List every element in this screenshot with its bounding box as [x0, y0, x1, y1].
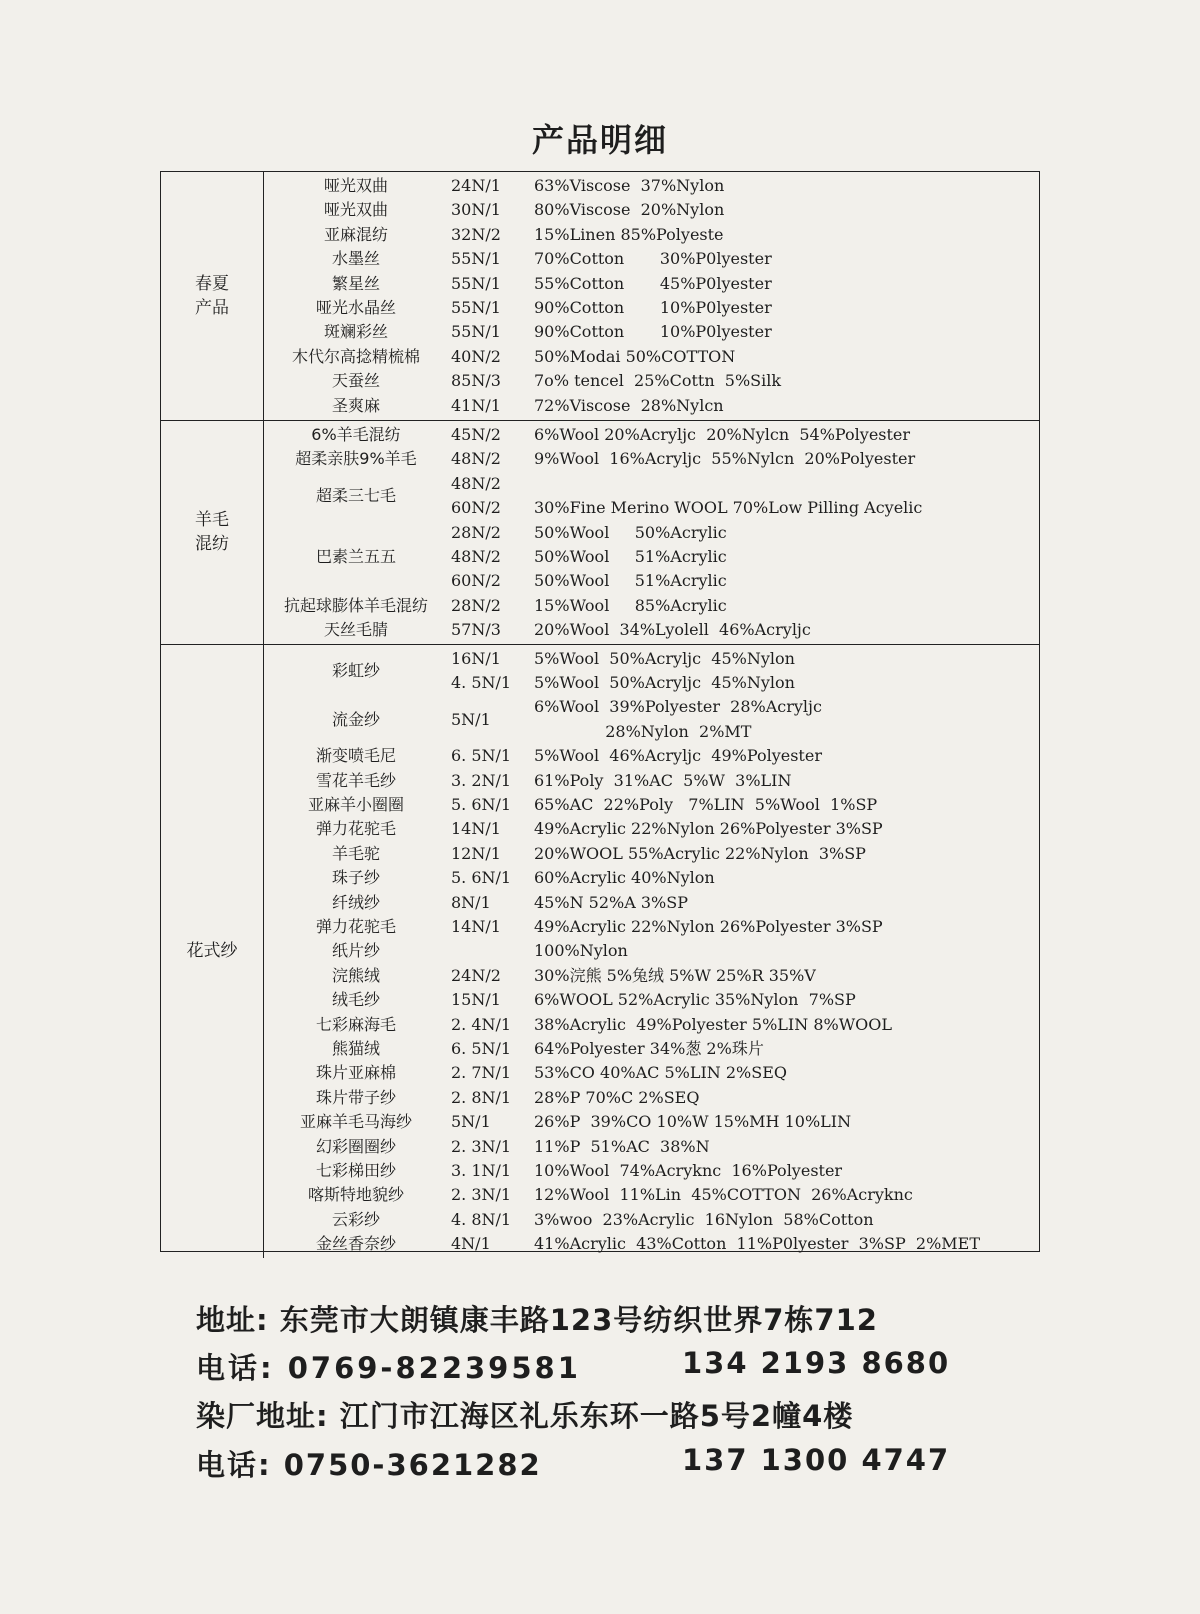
table-row	[264, 198, 1039, 222]
composition: 65%AC 22%Poly 7%LIN 5%Wool 1%SP	[534, 794, 878, 814]
yarn-count: 6. 5N/1	[451, 1038, 512, 1058]
table-row	[264, 939, 1039, 963]
yarn-count: 4. 5N/1	[451, 672, 512, 692]
category-label: 花式纱	[161, 645, 264, 1258]
yarn-count: 45N/2	[451, 425, 501, 444]
yarn-count: 2. 7N/1	[451, 1063, 512, 1083]
composition: 90%Cotton 10%P0lyester	[534, 298, 772, 317]
yarn-count: 55N/1	[451, 249, 501, 269]
address-value: 东莞市大朗镇康丰路123号纺织世界7栋712	[279, 1303, 878, 1337]
composition: 5%Wool 50%Acryljc 45%Nylon	[534, 672, 795, 692]
table-row	[264, 793, 1039, 817]
table-row	[264, 1061, 1039, 1085]
yarn-count: 8N/1	[451, 892, 491, 912]
table-row	[264, 1159, 1039, 1183]
yarn-count: 2. 8N/1	[451, 1087, 512, 1107]
factory-address: 江门市江海区礼乐东环一路5号2幢4楼	[339, 1399, 854, 1433]
merged-name-row	[264, 659, 1039, 683]
composition: 28%P 70%C 2%SEQ	[534, 1087, 700, 1107]
composition: 7o% tencel 25%Cottn 5%Silk	[534, 371, 782, 391]
yarn-count: 3. 2N/1	[451, 770, 512, 790]
table-row	[264, 594, 1039, 618]
table-row	[264, 247, 1039, 271]
table-row	[264, 345, 1039, 369]
product-name: 超柔三七毛	[315, 486, 396, 505]
composition: 6%Wool 20%Acryljc 20%Nylcn 54%Polyester	[534, 425, 911, 444]
product-name: 弹力花驼毛	[315, 916, 396, 936]
yarn-count: 48N/2	[451, 473, 501, 493]
yarn-count: 41N/1	[451, 395, 501, 415]
table-row	[264, 447, 1039, 471]
yarn-count: 2. 4N/1	[451, 1014, 512, 1034]
product-name: 幻彩圈圈纱	[315, 1136, 396, 1156]
mobile-2: 137 1300 4747	[682, 1443, 951, 1477]
product-name: 木代尔高捻精梳棉	[291, 346, 420, 366]
table-row	[264, 521, 1039, 545]
composition: 50%Wool 50%Acrylic	[534, 522, 727, 542]
product-name: 天蚕丝	[331, 371, 380, 391]
product-name: 珠片带子纱	[315, 1087, 396, 1107]
phone2-label: 电话:	[196, 1448, 272, 1482]
address-line	[196, 1298, 878, 1339]
yarn-count: 60N/2	[451, 498, 501, 518]
product-name: 渐变喷毛尼	[315, 746, 396, 766]
table-row	[264, 1135, 1039, 1159]
section-0	[161, 172, 1039, 420]
composition: 6%WOOL 52%Acrylic 35%Nylon 7%SP	[534, 990, 856, 1010]
address-label: 地址:	[196, 1303, 269, 1337]
yarn-count: 12N/1	[451, 843, 501, 863]
merged-name-row	[264, 484, 1039, 508]
composition: 26%P 39%CO 10%W 15%MH 10%LIN	[534, 1112, 852, 1132]
product-name: 巴素兰五五	[315, 547, 396, 566]
table-row	[264, 618, 1039, 642]
yarn-count: 15N/1	[451, 990, 501, 1010]
product-name: 七彩麻海毛	[315, 1014, 396, 1034]
table-row	[264, 1013, 1039, 1037]
composition: 45%N 52%A 3%SP	[534, 892, 688, 912]
composition: 30%Fine Merino WOOL 70%Low Pilling Acyelic	[534, 498, 923, 518]
composition: 55%Cotton 45%P0lyester	[534, 273, 772, 293]
composition: 20%Wool 34%Lyolell 46%Acryljc	[534, 620, 811, 640]
phone2-line	[196, 1443, 542, 1484]
yarn-count: 28N/2	[451, 595, 501, 615]
product-name: 彩虹纱	[331, 660, 380, 680]
composition: 53%CO 40%AC 5%LIN 2%SEQ	[534, 1063, 788, 1083]
category-label: 春夏 产品	[161, 172, 264, 420]
table-row	[264, 988, 1039, 1012]
composition: 50%Wool 51%Acrylic	[534, 547, 727, 566]
table-row	[264, 891, 1039, 915]
yarn-count: 24N/2	[451, 965, 501, 985]
composition: 63%Viscose 37%Nylon	[534, 176, 725, 195]
phone-label: 电话:	[196, 1351, 275, 1385]
composition: 5%Wool 50%Acryljc 45%Nylon	[534, 648, 795, 668]
table-row	[264, 1232, 1039, 1256]
product-name: 亚麻混纺	[323, 224, 388, 244]
composition: 50%Wool 51%Acrylic	[534, 571, 727, 591]
composition: 10%Wool 74%Acryknc 16%Polyester	[534, 1160, 843, 1180]
composition: 49%Acrylic 22%Nylon 26%Polyester 3%SP	[534, 916, 883, 936]
product-name: 超柔亲肤9%羊毛	[295, 449, 417, 469]
table-row	[264, 272, 1039, 296]
table-row	[264, 223, 1039, 247]
composition: 72%Viscose 28%Nylcn	[534, 395, 724, 415]
composition: 6%Wool 39%Polyester 28%Acryljc	[534, 697, 822, 717]
product-name: 浣熊绒	[331, 965, 380, 985]
yarn-count: 5. 6N/1	[451, 868, 512, 888]
composition: 11%P 51%AC 38%N	[534, 1136, 710, 1156]
yarn-count: 2. 3N/1	[451, 1136, 512, 1156]
product-name: 绒毛纱	[331, 990, 380, 1010]
yarn-count: 4. 8N/1	[451, 1209, 512, 1229]
table-row	[264, 369, 1039, 393]
product-name: 弹力花驼毛	[315, 819, 396, 839]
factory-label: 染厂地址:	[196, 1399, 329, 1433]
composition: 41%Acrylic 43%Cotton 11%P0lyester 3%SP 2%MET	[534, 1234, 980, 1254]
composition: 64%Polyester 34%葱 2%珠片	[534, 1038, 764, 1058]
composition: 60%Acrylic 40%Nylon	[534, 868, 715, 888]
yarn-count: 32N/2	[451, 224, 501, 244]
yarn-count: 60N/2	[451, 571, 501, 591]
product-name: 纤绒纱	[331, 892, 380, 912]
product-name: 圣爽麻	[331, 395, 380, 415]
yarn-count: 55N/1	[451, 322, 501, 342]
product-name: 繁星丝	[331, 273, 380, 293]
product-name: 流金纱	[331, 709, 380, 729]
yarn-count: 14N/1	[451, 916, 501, 936]
composition: 20%WOOL 55%Acrylic 22%Nylon 3%SP	[534, 843, 866, 863]
table-row	[264, 1110, 1039, 1134]
yarn-count: 2. 3N/1	[451, 1185, 512, 1205]
product-name: 羊毛驼	[331, 843, 380, 863]
composition: 28%Nylon 2%MT	[534, 721, 752, 741]
section-1	[161, 420, 1039, 644]
table-row	[264, 1086, 1039, 1110]
table-row	[264, 296, 1039, 320]
product-name: 水墨丝	[331, 249, 380, 269]
phone-value: 0769-82239581	[287, 1351, 581, 1385]
section-2	[161, 644, 1039, 1258]
composition: 49%Acrylic 22%Nylon 26%Polyester 3%SP	[534, 819, 883, 839]
yarn-count: 28N/2	[451, 522, 501, 542]
yarn-count: 55N/1	[451, 298, 501, 317]
yarn-count: 30N/1	[451, 200, 501, 220]
product-name: 天丝毛腈	[323, 620, 388, 640]
mobile-1: 134 2193 8680	[682, 1346, 951, 1380]
composition: 80%Viscose 20%Nylon	[534, 200, 725, 220]
table-row	[264, 320, 1039, 344]
yarn-count: 16N/1	[451, 648, 501, 668]
yarn-count: 48N/2	[451, 547, 501, 566]
yarn-count: 5N/1	[451, 709, 491, 729]
table-row	[264, 842, 1039, 866]
product-table	[160, 171, 1040, 1252]
composition: 100%Nylon	[534, 941, 628, 961]
product-name: 金丝香奈纱	[315, 1234, 396, 1254]
yarn-count: 14N/1	[451, 819, 501, 839]
product-name: 珠子纱	[331, 868, 380, 888]
product-name: 哑光双曲	[323, 200, 388, 220]
product-name: 斑斓彩丝	[323, 322, 388, 342]
table-row	[264, 817, 1039, 841]
phone2-value: 0750-3621282	[283, 1448, 542, 1482]
product-name: 纸片纱	[331, 941, 380, 961]
composition: 15%Wool 85%Acrylic	[534, 595, 727, 615]
table-row	[264, 915, 1039, 939]
product-name: 熊猫绒	[331, 1038, 380, 1058]
category-label: 羊毛 混纺	[161, 421, 264, 644]
composition: 61%Poly 31%AC 5%W 3%LIN	[534, 770, 792, 790]
composition: 50%Modai 50%COTTON	[534, 346, 736, 366]
composition: 9%Wool 16%Acryljc 55%Nylcn 20%Polyester	[534, 449, 916, 469]
product-name: 抗起球膨体羊毛混纺	[283, 595, 428, 615]
yarn-count: 57N/3	[451, 620, 501, 640]
table-row	[264, 744, 1039, 768]
yarn-count: 3. 1N/1	[451, 1160, 512, 1180]
product-name: 云彩纱	[331, 1209, 380, 1229]
product-name: 喀斯特地貌纱	[307, 1185, 404, 1205]
table-row	[264, 423, 1039, 447]
table-row	[264, 569, 1039, 593]
product-name: 亚麻羊毛马海纱	[299, 1112, 412, 1132]
table-row	[264, 1037, 1039, 1061]
table-row	[264, 394, 1039, 418]
table-row	[264, 174, 1039, 198]
composition: 90%Cotton 10%P0lyester	[534, 322, 772, 342]
composition: 70%Cotton 30%P0lyester	[534, 249, 772, 269]
merged-name-row	[264, 708, 1039, 732]
product-name: 哑光水晶丝	[315, 298, 396, 317]
table-row	[264, 964, 1039, 988]
table-row	[264, 1183, 1039, 1207]
product-name: 6%羊毛混纺	[311, 425, 401, 444]
yarn-count: 24N/1	[451, 176, 501, 195]
composition: 38%Acrylic 49%Polyester 5%LIN 8%WOOL	[534, 1014, 893, 1034]
table-row	[264, 769, 1039, 793]
composition: 30%浣熊 5%兔绒 5%W 25%R 35%V	[534, 965, 816, 985]
yarn-count: 55N/1	[451, 273, 501, 293]
table-row	[264, 1208, 1039, 1232]
factory-line	[196, 1394, 853, 1435]
merged-name-row	[264, 545, 1039, 569]
product-name: 哑光双曲	[323, 176, 388, 195]
product-name: 珠片亚麻棉	[315, 1063, 396, 1083]
product-name: 亚麻羊小圈圈	[307, 794, 404, 814]
yarn-count: 40N/2	[451, 346, 501, 366]
yarn-count: 85N/3	[451, 371, 501, 391]
yarn-count: 6. 5N/1	[451, 746, 512, 766]
composition: 12%Wool 11%Lin 45%COTTON 26%Acryknc	[534, 1185, 913, 1205]
yarn-count: 5N/1	[451, 1112, 491, 1132]
product-name: 雪花羊毛纱	[315, 770, 396, 790]
product-name: 七彩梯田纱	[315, 1160, 396, 1180]
yarn-count: 48N/2	[451, 449, 501, 469]
phone-line	[196, 1346, 581, 1387]
yarn-count: 5. 6N/1	[451, 794, 512, 814]
table-row	[264, 866, 1039, 890]
composition: 15%Linen 85%Polyeste	[534, 224, 724, 244]
yarn-count: 4N/1	[451, 1234, 491, 1254]
page-title: 产品明细	[531, 121, 668, 159]
composition: 3%woo 23%Acrylic 16Nylon 58%Cotton	[534, 1209, 874, 1229]
composition: 5%Wool 46%Acryljc 49%Polyester	[534, 746, 822, 766]
